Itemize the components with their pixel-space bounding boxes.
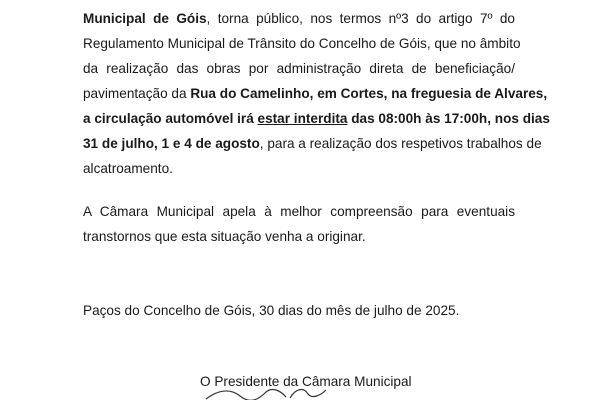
- notice-text-5: a circulação automóvel irá: [83, 111, 258, 126]
- signatory-title: O Presidente da Câmara Municipal: [200, 374, 412, 389]
- notice-line-6: [83, 131, 542, 156]
- notice-line-7: alcatroamento.: [83, 161, 173, 176]
- issuer-name: Municipal de Góis: [83, 11, 207, 26]
- place-date-text: Paços do Concelho de Góis, 30 dias do mês de julho de 2025.: [83, 303, 460, 318]
- schedule-hours: das 08:00h às 17:00h, nos dias: [347, 111, 550, 126]
- notice-line-2: Regulamento Municipal de Trânsito do Concelho de Góis, que no âmbito: [83, 36, 521, 51]
- street-location: Rua do Camelinho, em Cortes, na freguesia de Alvares,: [190, 86, 548, 101]
- notice-line-4: [83, 81, 548, 106]
- notice-line-3: da realização das obras por administração direta de beneficiação/: [83, 61, 515, 76]
- notice-text-6: , para a realização dos respetivos trabalhos de: [259, 136, 542, 151]
- notice-line-5: [83, 106, 550, 131]
- place-and-date: [83, 298, 515, 323]
- appeal-line-1: A Câmara Municipal apela à melhor compreensão para eventuais: [83, 204, 515, 219]
- handwritten-signature: [200, 384, 340, 400]
- notice-paragraph-appeal: [83, 199, 515, 249]
- notice-line-1: [83, 6, 515, 31]
- notice-text-4: pavimentação da: [83, 86, 191, 101]
- notice-text-1: , torna público, nos termos nº3 do artigo 7º do: [206, 11, 515, 26]
- notice-paragraph-main: [83, 6, 550, 181]
- schedule-dates: 31 de julho, 1 e 4 de agosto: [83, 136, 260, 151]
- interdiction-phrase: estar interdita: [257, 111, 348, 126]
- appeal-line-2: transtornos que esta situação venha a originar.: [83, 229, 366, 244]
